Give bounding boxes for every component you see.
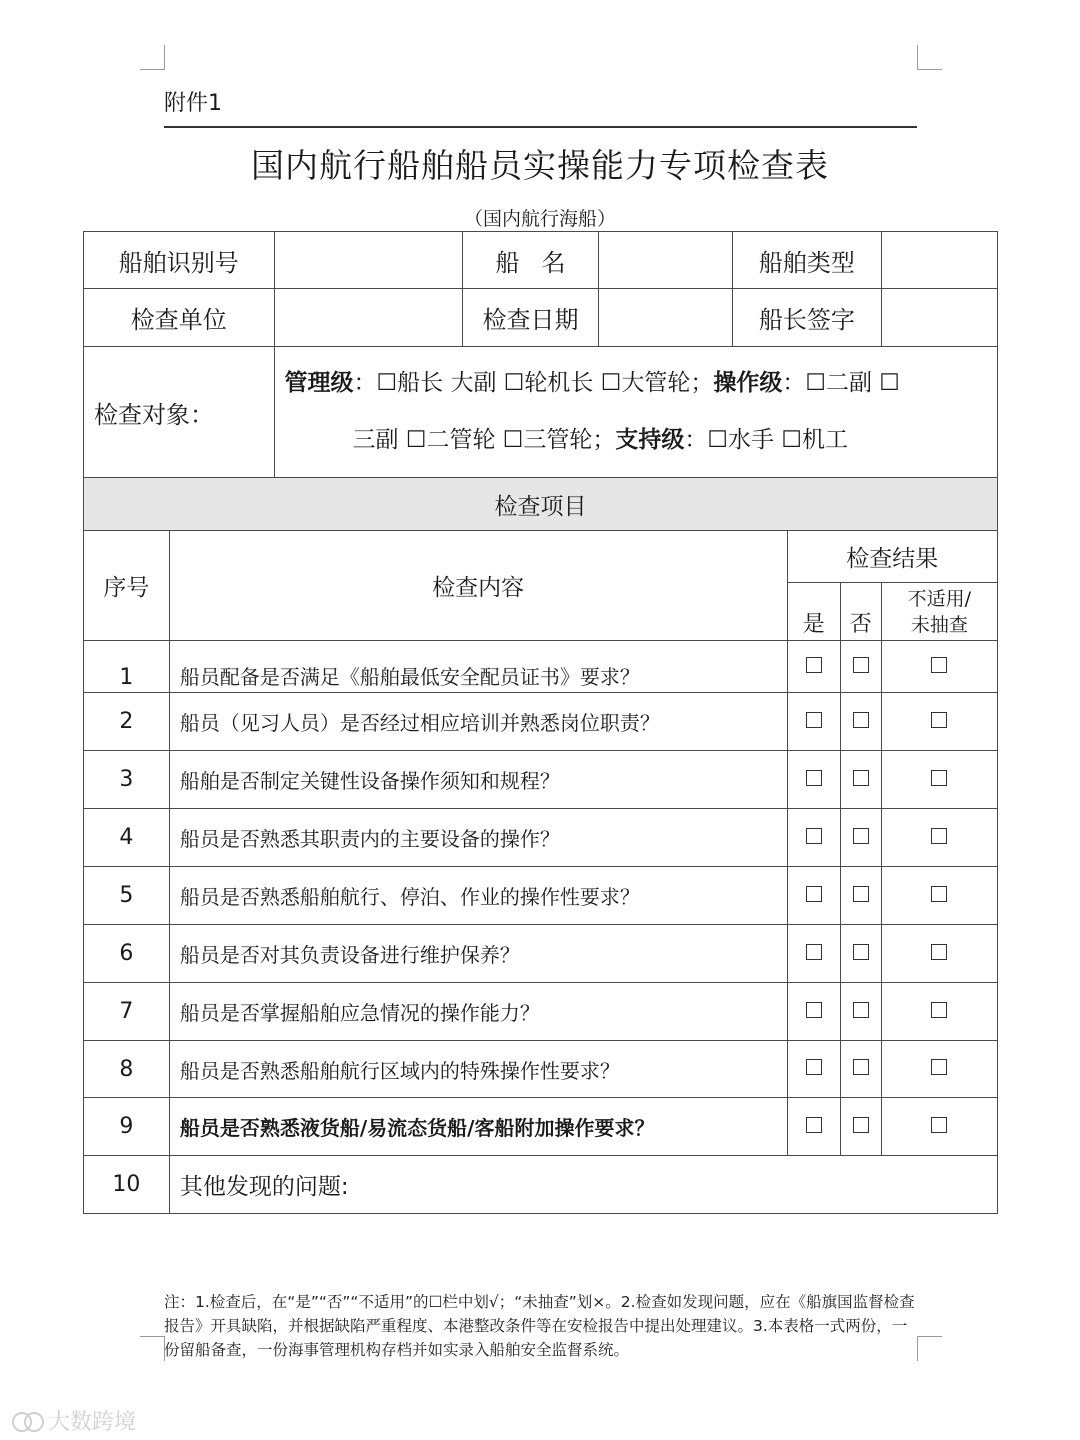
column-header-content: 检查内容	[169, 531, 787, 641]
row-content: 船员是否熟悉液货船/易流态货船/客船附加操作要求？	[169, 1098, 787, 1156]
target-line-1	[285, 355, 987, 412]
row-number: 4	[84, 809, 170, 867]
checkbox-no[interactable]	[840, 867, 881, 925]
column-header-no: 否	[840, 583, 881, 641]
support-level-label: 支持级	[615, 427, 685, 453]
row-number: 3	[84, 751, 170, 809]
row-number: 10	[84, 1156, 170, 1214]
checkbox-no[interactable]	[840, 1041, 881, 1098]
table-row	[84, 1098, 998, 1156]
row-content: 船员是否掌握船舶应急情况的操作能力？	[169, 983, 787, 1041]
inspection-form-table	[83, 231, 998, 1214]
table-row	[84, 983, 998, 1041]
ship-type-label: 船舶类型	[733, 232, 882, 289]
table-row	[84, 809, 998, 867]
not-applicable-line-2: 未抽查	[910, 614, 968, 636]
table-row	[84, 641, 998, 693]
inspection-items-header: 检查项目	[84, 478, 998, 531]
checkbox-yes[interactable]	[787, 809, 840, 867]
row-content: 船员是否熟悉其职责内的主要设备的操作？	[169, 809, 787, 867]
inspection-target-label: 检查对象：	[84, 347, 275, 478]
column-header-yes: 是	[787, 583, 840, 641]
checkbox-not-applicable[interactable]	[881, 1041, 997, 1098]
checkbox-not-applicable[interactable]	[881, 925, 997, 983]
checkbox-not-applicable[interactable]	[881, 983, 997, 1041]
document-title: 国内航行船舶船员实操能力专项检查表	[251, 146, 829, 185]
management-level-label: 管理级	[284, 370, 354, 396]
table-row	[84, 867, 998, 925]
ship-name-label: 船名	[462, 232, 598, 289]
row-content: 船员是否熟悉船舶航行区域内的特殊操作性要求？	[169, 1041, 787, 1098]
target-line-2	[285, 412, 987, 469]
row-number: 5	[84, 867, 170, 925]
checkbox-not-applicable[interactable]	[881, 693, 997, 751]
checkbox-yes[interactable]	[787, 925, 840, 983]
row-number: 9	[84, 1098, 170, 1156]
other-issues-row	[84, 1156, 998, 1214]
checkbox-not-applicable[interactable]	[881, 641, 997, 693]
checkbox-no[interactable]	[840, 809, 881, 867]
table-row	[84, 693, 998, 751]
checkbox-yes[interactable]	[787, 693, 840, 751]
inspection-unit-field[interactable]	[274, 289, 462, 347]
items-section-row	[84, 478, 998, 531]
column-header-results: 检查结果	[787, 531, 998, 583]
crop-mark-bottom-left	[140, 1336, 165, 1361]
column-header-number: 序号	[84, 531, 170, 641]
row-number: 2	[84, 693, 170, 751]
checkbox-not-applicable[interactable]	[881, 1098, 997, 1156]
column-header-not-applicable	[881, 583, 997, 641]
checkbox-no[interactable]	[840, 641, 881, 693]
checkbox-not-applicable[interactable]	[881, 867, 997, 925]
checkbox-not-applicable[interactable]	[881, 751, 997, 809]
checkbox-yes[interactable]	[787, 867, 840, 925]
operational-level-options[interactable]: ：☐二副 ☐	[782, 370, 900, 396]
watermark	[12, 1405, 136, 1436]
checkbox-no[interactable]	[840, 693, 881, 751]
ship-type-field[interactable]	[881, 232, 997, 289]
ship-id-field[interactable]	[274, 232, 462, 289]
row-content: 船员（见习人员）是否经过相应培训并熟悉岗位职责？	[169, 693, 787, 751]
operational-level-options-cont[interactable]: 三副 ☐二管轮 ☐三管轮；	[352, 427, 616, 453]
checkbox-not-applicable[interactable]	[881, 809, 997, 867]
inspection-target-options[interactable]	[274, 347, 997, 478]
support-level-options[interactable]: ：☐水手 ☐机工	[684, 427, 848, 453]
crop-mark-top-right	[917, 45, 942, 70]
footnote: 注：1.检查后，在“是”“否”“不适用”的☐栏中划√；“未抽查”划×。2.检查如发现问题，应在《船旗国监督检查报告》开具缺陷，并根据缺陷严重程度、本港整改条件等在安检报告中提出处理建议。3.本表格一式两份，一份留船备查，一份海事管理机构存档并如实录入船舶安全监督系统。	[164, 1293, 915, 1359]
not-applicable-line-1: 不适用/	[907, 588, 972, 610]
inspection-date-label: 检查日期	[462, 289, 598, 347]
attachment-label: 附件1	[164, 91, 222, 116]
row-content: 船员是否对其负责设备进行维护保养？	[169, 925, 787, 983]
checkbox-yes[interactable]	[787, 983, 840, 1041]
operational-level-label: 操作级	[713, 370, 783, 396]
other-issues-field[interactable]: 其他发现的问题:	[169, 1156, 997, 1214]
table-row	[84, 925, 998, 983]
watermark-logo-icon	[12, 1410, 42, 1432]
row-content: 船舶是否制定关键性设备操作须知和规程？	[169, 751, 787, 809]
management-level-options[interactable]: ：☐船长 大副 ☐轮机长 ☐大管轮；	[353, 370, 714, 396]
checkbox-yes[interactable]	[787, 641, 840, 693]
row-number: 7	[84, 983, 170, 1041]
watermark-text: 大数跨境	[48, 1410, 137, 1435]
checkbox-no[interactable]	[840, 925, 881, 983]
crop-mark-bottom-right	[917, 1336, 942, 1361]
header-divider	[164, 126, 917, 128]
captain-signature-field[interactable]	[881, 289, 997, 347]
info-row-1	[84, 232, 998, 289]
checkbox-yes[interactable]	[787, 1098, 840, 1156]
ship-name-field[interactable]	[599, 232, 733, 289]
document-subtitle: （国内航行海船）	[463, 208, 616, 230]
checkbox-yes[interactable]	[787, 1041, 840, 1098]
row-number: 6	[84, 925, 170, 983]
row-number: 1	[84, 641, 170, 693]
checkbox-no[interactable]	[840, 983, 881, 1041]
crop-mark-top-left	[140, 45, 165, 70]
table-row	[84, 1041, 998, 1098]
row-content: 船员是否熟悉船舶航行、停泊、作业的操作性要求？	[169, 867, 787, 925]
inspection-date-field[interactable]	[599, 289, 733, 347]
row-content: 船员配备是否满足《船舶最低安全配员证书》要求？	[169, 641, 787, 693]
column-header-row-1	[84, 531, 998, 583]
inspection-unit-label: 检查单位	[84, 289, 275, 347]
checkbox-yes[interactable]	[787, 751, 840, 809]
inspection-target-row	[84, 347, 998, 478]
captain-signature-label: 船长签字	[733, 289, 882, 347]
row-number: 8	[84, 1041, 170, 1098]
checkbox-no[interactable]	[840, 751, 881, 809]
ship-id-label: 船舶识别号	[84, 232, 275, 289]
checkbox-no[interactable]	[840, 1098, 881, 1156]
info-row-2	[84, 289, 998, 347]
table-row	[84, 751, 998, 809]
